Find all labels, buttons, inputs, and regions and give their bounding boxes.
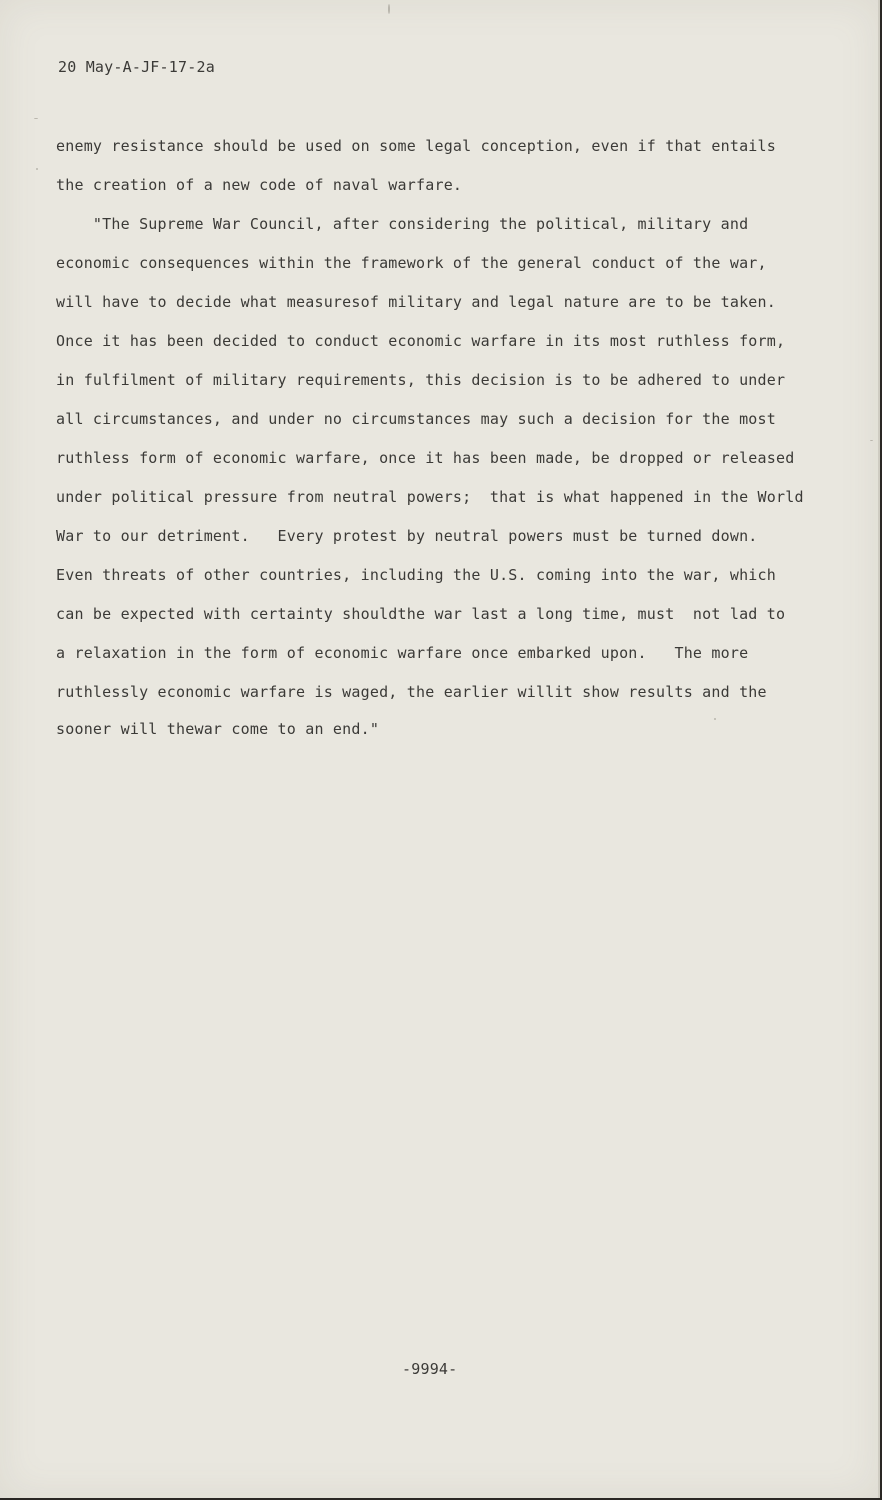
paper-speck <box>714 718 716 720</box>
body-line-6: Once it has been decided to conduct economic warfare in its most ruthless form, <box>56 332 786 350</box>
body-line-1: enemy resistance should be used on some legal conception, even if that entails <box>56 137 776 155</box>
paper-speck <box>388 4 390 14</box>
body-line-4: economic consequences within the framework of the general conduct of the war, <box>56 254 767 272</box>
body-line-12: Even threats of other countries, including the U.S. coming into the war, which <box>56 566 776 584</box>
body-line-15: ruthlessly economic warfare is waged, the earlier willit show results and the <box>56 683 767 701</box>
body-line-5: will have to decide what measuresof military and legal nature are to be taken. <box>56 293 776 311</box>
document-reference: 20 May-A-JF-17-2a <box>58 58 215 76</box>
body-line-13: can be expected with certainty shouldthe war last a long time, must not lad to <box>56 605 786 623</box>
paper-speck <box>36 168 38 170</box>
body-line-10: under political pressure from neutral powers; that is what happened in the World <box>56 488 804 506</box>
paper-speck <box>870 440 873 441</box>
body-line-11: War to our detriment. Every protest by neutral powers must be turned down. <box>56 527 758 545</box>
body-line-7: in fulfilment of military requirements, this decision is to be adhered to under <box>56 371 786 389</box>
paper-speck <box>34 118 38 119</box>
body-line-9: ruthless form of economic warfare, once it has been made, be dropped or released <box>56 449 795 467</box>
body-line-3: "The Supreme War Council, after considering the political, military and <box>56 215 749 233</box>
body-line-14: a relaxation in the form of economic warfare once embarked upon. The more <box>56 644 749 662</box>
body-line-8: all circumstances, and under no circumstances may such a decision for the most <box>56 410 776 428</box>
page-number: -9994- <box>402 1360 458 1378</box>
body-line-16: sooner will thewar come to an end." <box>56 720 380 738</box>
body-line-2: the creation of a new code of naval warfare. <box>56 176 463 194</box>
